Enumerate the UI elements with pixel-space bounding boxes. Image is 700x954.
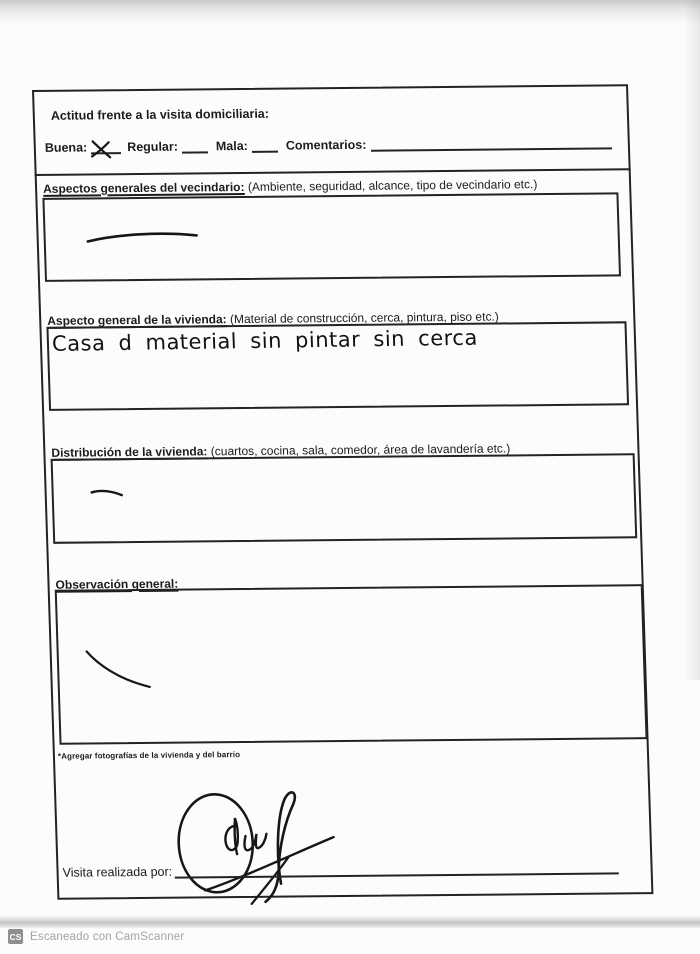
regular-answer-line <box>182 137 209 153</box>
handwritten-x-mark <box>90 139 113 159</box>
camscanner-text: Escaneado con CamScanner <box>30 930 185 943</box>
photos-footnote: *Agregar fotografías de la vivienda y del barrio <box>57 750 241 761</box>
comentarios-answer-line <box>370 133 612 151</box>
visita-row <box>62 858 618 879</box>
vivienda-section-title: Aspecto general de la vivienda: <box>47 312 227 328</box>
distribucion-answer-box <box>51 453 638 544</box>
handwritten-dash-stroke <box>85 230 199 245</box>
paper-top-shadow <box>0 0 700 24</box>
visita-signature-line <box>174 858 619 878</box>
vivienda-answer-box <box>46 321 629 411</box>
mala-label: Mala: <box>215 138 249 154</box>
regular-label: Regular: <box>126 139 179 155</box>
paper-right-shadow <box>684 0 700 680</box>
visita-label: Visita realizada por: <box>62 864 173 880</box>
vecindario-section-hint: (Ambiente, seguridad, alcance, tipo de vecindario etc.) <box>247 177 538 194</box>
buena-label: Buena: <box>44 140 88 155</box>
home-visit-form <box>32 84 653 900</box>
observacion-answer-box <box>55 584 648 745</box>
vivienda-section-hint: (Material de construcción, cerca, pintura, piso etc.) <box>229 309 499 327</box>
vecindario-answer-box <box>42 192 621 282</box>
vivienda-handwritten-answer: Casa d material sin pintar sin cerca <box>51 325 479 356</box>
handwritten-curve-stroke <box>85 649 154 692</box>
paper-bottom-edge-shadow <box>0 915 700 929</box>
handwritten-short-dash-stroke <box>90 488 124 500</box>
handwritten-signature <box>162 783 342 909</box>
distribucion-section-title: Distribución de la vivienda: <box>51 444 208 460</box>
vecindario-section-title: Aspectos generales del vecindario: <box>42 179 245 196</box>
attitude-section-title: Actitud frente a la visita domiciliaria: <box>50 106 270 123</box>
comentarios-label: Comentarios: <box>285 137 367 153</box>
camscanner-icon: CS <box>8 929 23 944</box>
attitude-section-divider <box>35 168 631 176</box>
camscanner-watermark <box>8 929 184 944</box>
mala-answer-line <box>252 137 279 153</box>
distribucion-section-hint: (cuartos, cocina, sala, comedor, área de lavandería etc.) <box>210 441 511 459</box>
buena-answer-line <box>91 138 122 154</box>
attitude-options-row <box>45 133 612 154</box>
observacion-section-title: Observación general: <box>55 576 179 592</box>
